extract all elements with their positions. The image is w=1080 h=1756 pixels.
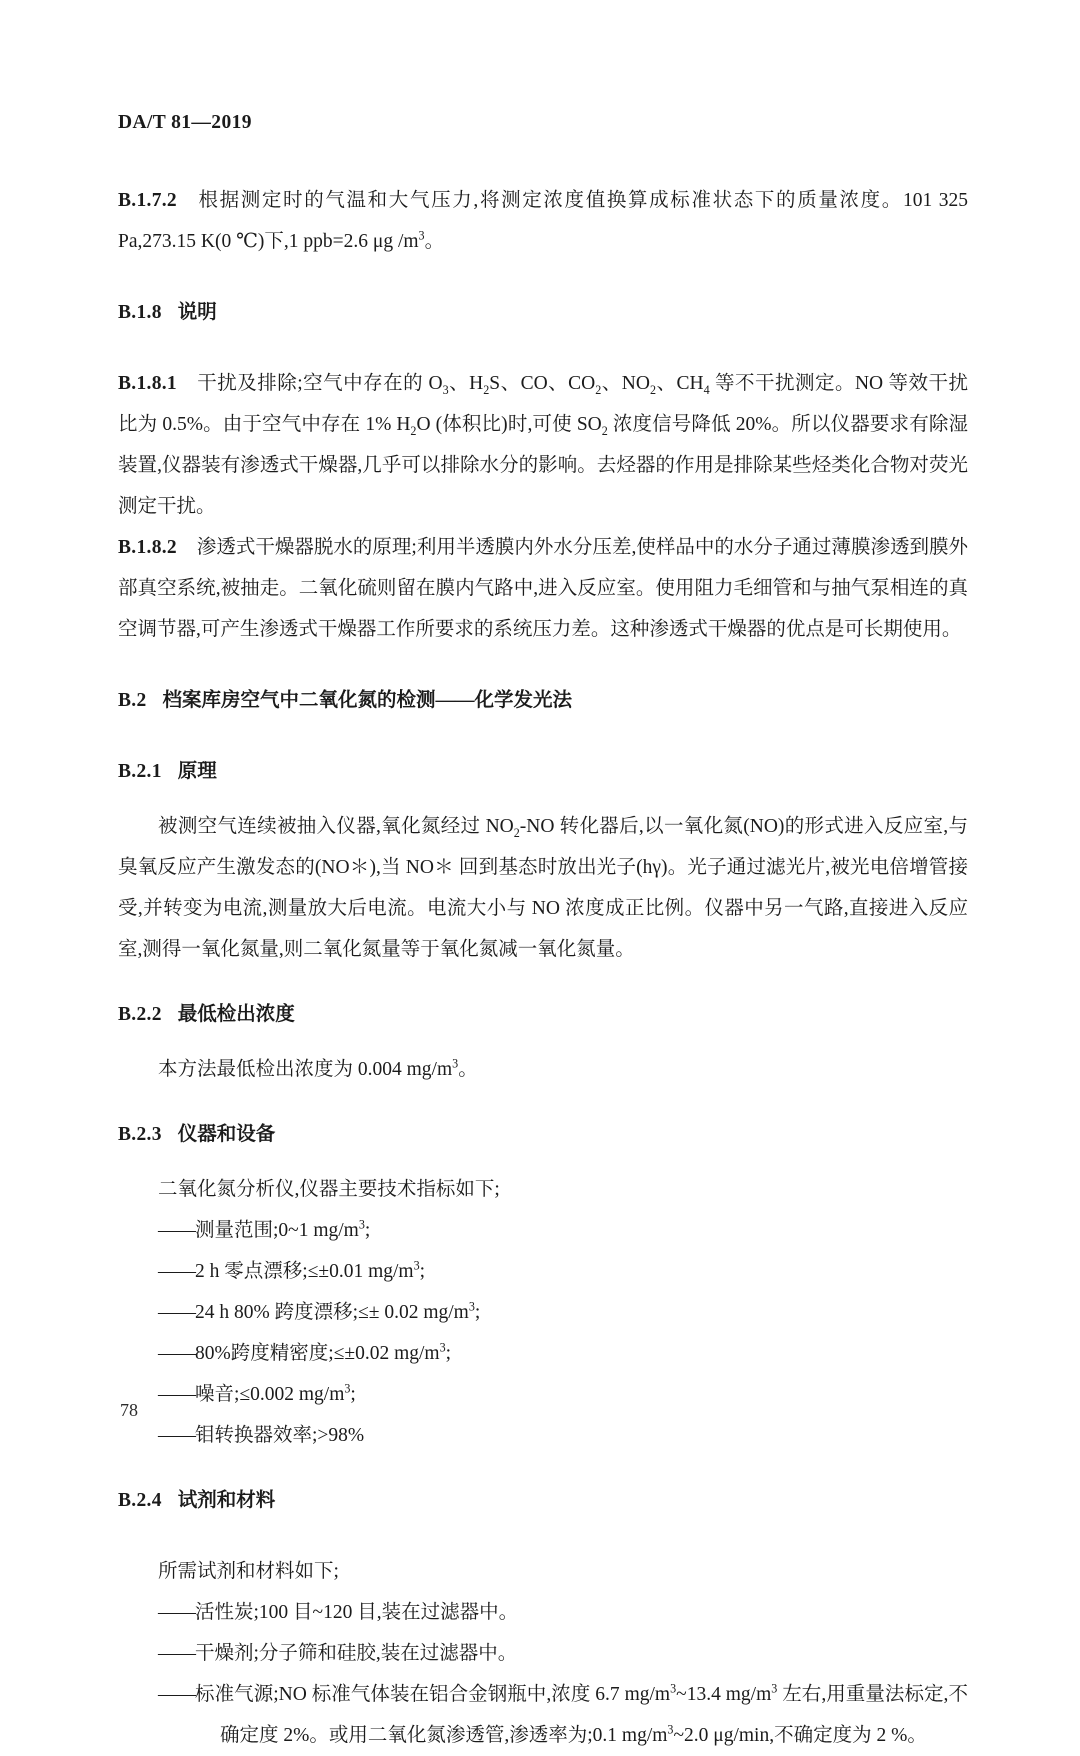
page-number-folio: 78: [120, 1400, 138, 1420]
heading-b-2-3-title: 仪器和设备: [177, 1124, 276, 1145]
heading-b-2-4: [118, 1480, 968, 1521]
clause-b-1-8-2: [118, 527, 968, 650]
spacer: [118, 1155, 968, 1169]
clause-b-1-7-2: [118, 180, 968, 262]
reagent-material-item-text: 标准气源;NO 标准气体装在铝合金钢瓶中,浓度 6.7 $mg/m^3\sim 13.4$ $mg/m^3$ 左右,用重量法标定,不确定度 2%。或用二氧化氮渗透管,渗透率为;0.1 $mg/m^3\sim 2.0$ μg/min,不确定度为 2 %。: [195, 1681, 968, 1746]
spacer: [118, 1521, 968, 1551]
dash-marker: ——: [158, 1261, 195, 1282]
clause-b-1-8-1: [118, 363, 968, 527]
reagent-material-item-text: 干燥剂;分子筛和硅胶,装在过滤器中。: [195, 1643, 518, 1664]
spacer: [118, 333, 968, 363]
dash-marker: ——: [158, 1684, 195, 1705]
heading-b-2-2: [118, 994, 968, 1035]
reagent-material-item: [158, 1633, 968, 1674]
paragraph-b-2-4-intro: 所需试剂和材料如下;: [158, 1561, 339, 1582]
dash-marker: ——: [158, 1343, 195, 1364]
reagent-material-item: [158, 1592, 968, 1633]
instrument-spec-item-text: 2 h 零点漂移;≤±0.01 $mg/m^3$;: [195, 1258, 426, 1282]
reagent-material-item-text: 活性炭;100 目~120 目,装在过滤器中。: [195, 1602, 519, 1623]
clause-b-1-7-2-number: B.1.7.2: [118, 190, 177, 211]
spacer: [118, 1090, 968, 1114]
dash-marker: ——: [158, 1425, 195, 1446]
heading-b-2-4-title: 试剂和材料: [177, 1490, 276, 1511]
paragraph-b-2-2-body: 本方法最低检出浓度为 0.004 $mg/m^3$。: [158, 1056, 478, 1080]
heading-b-1-8: [118, 292, 968, 333]
heading-b-2-1-title: 原理: [177, 761, 217, 782]
reagent-material-item: [158, 1674, 968, 1756]
heading-b-2-1: [118, 751, 968, 792]
reagent-material-list: [118, 1592, 968, 1756]
dash-marker: ——: [158, 1602, 195, 1623]
heading-b-2-number: B.2: [118, 690, 147, 711]
heading-b-1-8-number: B.1.8: [118, 302, 162, 323]
instrument-spec-item-text: 噪音;≤0.002 $mg/m^3$;: [195, 1381, 356, 1405]
instrument-spec-item: [158, 1333, 968, 1374]
instrument-spec-item: [158, 1210, 968, 1251]
instrument-spec-item: [158, 1251, 968, 1292]
spacer: [118, 721, 968, 751]
dash-marker: ——: [158, 1220, 195, 1241]
spacer: [118, 970, 968, 994]
dash-marker: ——: [158, 1384, 195, 1405]
clause-b-1-8-1-number: B.1.8.1: [118, 373, 177, 394]
heading-b-2-4-number: B.2.4: [118, 1490, 162, 1511]
instrument-spec-item: [158, 1415, 968, 1456]
clause-b-1-8-2-number: B.1.8.2: [118, 537, 177, 558]
instrument-spec-item-text: 24 h 80% 跨度漂移;≤± 0.02 $mg/m^3$;: [195, 1299, 481, 1323]
heading-b-2-3-number: B.2.3: [118, 1124, 162, 1145]
instrument-spec-item: [158, 1374, 968, 1415]
instrument-spec-item: [158, 1292, 968, 1333]
instrument-spec-item-text: 测量范围;0~1 $mg/m^3$;: [195, 1217, 371, 1241]
paragraph-b-2-1-body: 被测空气连续被抽入仪器,氧化氮经过 $NO_2-NO$ 转化器后,以一氧化氮(NO)的形式进入反应室,与臭氧反应产生激发态的(NO＊),当 NO＊ 回到基态时放出光子(hγ)。光子通过滤光片,被光电倍增管接受,并转变为电流,测量放大后电流。电流大小与 NO 浓度成正比例。仪器中另一气路,直接进入反应室,测得一氧化氮量,则二氧化氮量等于氧化氮减一氧化氮量。: [118, 816, 968, 960]
spacer: [118, 650, 968, 680]
spacer: [118, 1035, 968, 1049]
heading-b-2-2-title: 最低检出浓度: [177, 1004, 295, 1025]
paragraph-b-2-3-intro: 二氧化氮分析仪,仪器主要技术指标如下;: [158, 1179, 500, 1200]
instrument-spec-item-text: 80%跨度精密度;≤±0.02 $mg/m^3$;: [195, 1340, 452, 1364]
clause-b-1-8-1-text: 干扰及排除;空气中存在的 $O_3$、$H_2S$、CO、$CO_2$、$NO_2$、$CH_4$ 等不干扰测定。NO 等效干扰比为 0.5%。由于空气中存在 1% $H_2O$ (体积比)时,可使 $SO_2$ 浓度信号降低 20%。所以仪器要求有除湿装置,仪器装有渗透式干燥器,几乎可以排除水分的影响。去烃器的作用是排除某些烃类化合物对荧光测定干扰。: [118, 373, 968, 517]
clause-b-1-8-2-text: 渗透式干燥器脱水的原理;利用半透膜内外水分压差,使样品中的水分子通过薄膜渗透到膜外部真空系统,被抽走。二氧化硫则留在膜内气路中,进入反应室。使用阻力毛细管和与抽气泵相连的真空调节器,可产生渗透式干燥器工作所要求的系统压力差。这种渗透式干燥器的优点是可长期使用。: [118, 537, 968, 640]
spacer: [118, 262, 968, 292]
clause-b-1-7-2-text: 根据测定时的气温和大气压力,将测定浓度值换算成标准状态下的质量浓度。101 325 Pa,273.15 K(0 ℃)下,1 ppb=2.6 μg $/m^3$。: [118, 190, 968, 252]
heading-b-2-3: [118, 1114, 968, 1155]
dash-marker: ——: [158, 1643, 195, 1664]
spacer: [118, 1456, 968, 1480]
heading-b-1-8-title: 说明: [177, 302, 217, 323]
running-header-standard-number: DA/T 81—2019: [118, 112, 252, 133]
heading-b-2-title: 档案库房空气中二氧化氮的检测——化学发光法: [162, 690, 573, 711]
instrument-spec-item-text: 钼转换器效率;>98%: [195, 1425, 365, 1446]
heading-b-2: [118, 680, 968, 721]
spacer: [118, 792, 968, 806]
heading-b-2-1-number: B.2.1: [118, 761, 162, 782]
dash-marker: ——: [158, 1302, 195, 1323]
heading-b-2-2-number: B.2.2: [118, 1004, 162, 1025]
page-content: [118, 112, 968, 1756]
instrument-spec-list: [118, 1210, 968, 1456]
